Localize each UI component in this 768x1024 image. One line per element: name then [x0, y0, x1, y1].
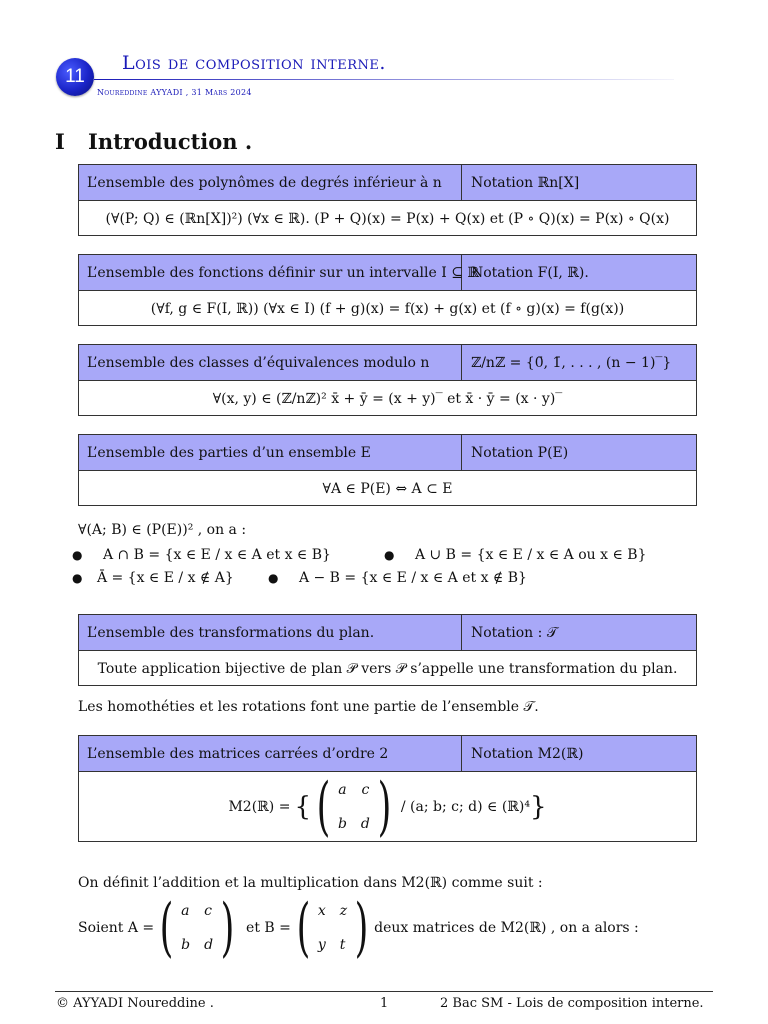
box-header-right: Notation P(E)	[471, 445, 569, 461]
box-header-left: L’ensemble des parties d’un ensemble E	[79, 435, 462, 470]
definition-box-functions	[78, 254, 697, 326]
footer-rule	[55, 991, 713, 992]
definition-box-transformations	[78, 614, 697, 686]
left-brace-icon: {	[294, 791, 311, 822]
definition-box-parts	[78, 434, 697, 506]
left-paren-icon: (	[296, 891, 311, 965]
parts-intro: ∀(A; B) ∈ (P(E))² , on a :	[78, 522, 247, 538]
matrix-entry: c	[361, 781, 370, 798]
bullet-intersection	[72, 547, 331, 563]
matrix-grid	[336, 782, 372, 832]
soient-prefix: Soient A =	[78, 920, 155, 936]
bullet-text: A − B = {x ∈ E / x ∈ A et x ∉ B}	[298, 570, 527, 586]
chapter-author-date: Noureddine AYYADI , 31 Mars 2024	[97, 88, 252, 97]
bullet-icon: ●	[72, 571, 83, 585]
definition-box-equivalence-classes	[78, 344, 697, 416]
matrix-entry: c	[204, 903, 212, 919]
matrix-entry: d	[360, 815, 370, 832]
matrix-A	[154, 891, 240, 965]
bullet-union	[384, 547, 646, 563]
footer-author: © AYYADI Noureddine .	[56, 996, 214, 1011]
box-header	[78, 735, 697, 771]
right-paren-icon: )	[377, 769, 392, 844]
left-paren-icon: (	[316, 769, 331, 844]
section-title: Introduction .	[88, 129, 253, 154]
definition-box-matrices	[78, 735, 697, 842]
transform-note: Les homothéties et les rotations font une partie de l’ensemble 𝒯.	[78, 699, 539, 715]
matrix-set-condition: / (a; b; c; d) ∈ (ℝ)⁴	[400, 798, 530, 815]
box-header-left: L’ensemble des fonctions définir sur un intervalle I ⊆ ℝ	[79, 255, 462, 290]
box-body: Toute application bijective de plan 𝒫 vers 𝒫 s’appelle une transformation du plan.	[78, 650, 697, 686]
chapter-number-badge: 11	[56, 58, 94, 96]
box-body	[78, 771, 697, 842]
box-header-right: ℤ/nℤ = {0̄, 1̄, . . . , (n − 1)‾}	[471, 355, 672, 371]
soient-line	[78, 890, 639, 966]
box-header-right: Notation ℝn[X]	[471, 175, 580, 191]
box-header	[78, 614, 697, 650]
section-number: I	[55, 129, 65, 154]
box-header	[78, 254, 697, 290]
bullet-text: A ∩ B = {x ∈ E / x ∈ A et x ∈ B}	[102, 547, 331, 563]
matrix-entry: y	[317, 937, 326, 953]
definition-box-polynomials	[78, 164, 697, 236]
right-paren-icon: )	[354, 891, 369, 965]
soient-et: et B =	[246, 920, 291, 936]
bullet-icon: ●	[72, 548, 83, 562]
footer-course-title: 2 Bac SM - Lois de composition interne.	[440, 996, 704, 1011]
matrix-entry: b	[181, 937, 191, 953]
matrix-entry: a	[338, 781, 347, 798]
matrix-B	[291, 891, 374, 965]
right-paren-icon: )	[220, 891, 235, 965]
bullet-text: A ∪ B = {x ∈ E / x ∈ A ou x ∈ B}	[414, 547, 647, 563]
box-header-right: Notation F(I, ℝ).	[471, 265, 589, 281]
box-header-left: L’ensemble des transformations du plan.	[79, 615, 462, 650]
right-brace-icon: }	[530, 791, 547, 822]
matrix-entry: a	[181, 903, 190, 919]
bullet-icon: ●	[384, 548, 395, 562]
matrix-entry: z	[339, 903, 348, 919]
box-body: (∀f, g ∈ F(I, ℝ)) (∀x ∈ I) (f + g)(x) = f(x) + g(x) et (f ∘ g)(x) = f(g(x))	[78, 290, 697, 326]
box-header-right: Notation M2(ℝ)	[471, 746, 584, 762]
soient-suffix: deux matrices de M2(ℝ) , on a alors :	[374, 920, 639, 936]
chapter-title: Lois de composition interne.	[122, 52, 386, 74]
matrix-grid	[179, 903, 215, 953]
left-paren-icon: (	[159, 891, 174, 965]
matrix-entry: t	[339, 937, 346, 953]
box-header	[78, 344, 697, 380]
box-header	[78, 434, 697, 470]
matrix-set-lhs: M2(ℝ) =	[228, 798, 291, 815]
chapter-rule	[94, 79, 674, 80]
matrix-abcd	[311, 769, 397, 844]
box-header-right: Notation : 𝒯	[471, 625, 558, 641]
box-body: ∀(x, y) ∈ (ℤ/nℤ)² x̄ + ȳ = (x + y)‾ et x̄ · ȳ = (x · y)‾	[78, 380, 697, 416]
matrix-grid	[316, 903, 349, 953]
box-body: (∀(P; Q) ∈ (ℝn[X])²) (∀x ∈ ℝ). (P + Q)(x) = P(x) + Q(x) et (P ∘ Q)(x) = P(x) ∘ Q(x)	[78, 200, 697, 236]
box-header-left: L’ensemble des polynômes de degrés inférieur à n	[79, 165, 462, 200]
bullet-icon: ●	[268, 571, 279, 585]
matrix-entry: d	[204, 937, 214, 953]
footer-page-number: 1	[380, 996, 389, 1011]
definition-line: On définit l’addition et la multiplication dans M2(ℝ) comme suit :	[78, 875, 543, 891]
box-header-left: L’ensemble des matrices carrées d’ordre 2	[79, 736, 462, 771]
bullet-complement	[72, 570, 234, 586]
box-header	[78, 164, 697, 200]
box-header-left: L’ensemble des classes d’équivalences modulo n	[79, 345, 462, 380]
matrix-entry: x	[317, 903, 326, 919]
matrix-entry: b	[337, 815, 347, 832]
box-body: ∀A ∈ P(E) ⇔ A ⊂ E	[78, 470, 697, 506]
bullet-difference	[268, 570, 527, 586]
bullet-text: Ā = {x ∈ E / x ∉ A}	[96, 570, 234, 586]
